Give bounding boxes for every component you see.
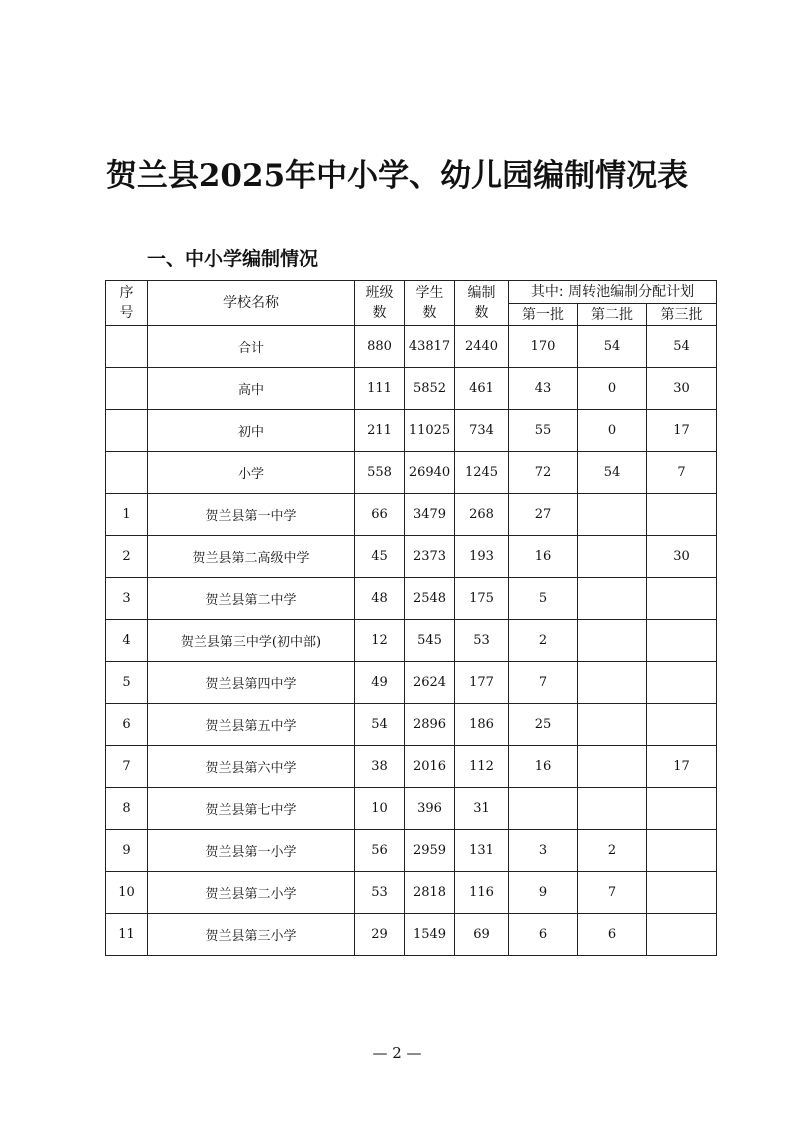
cell-staffing: 734 (455, 410, 509, 452)
cell-classes: 49 (355, 662, 405, 704)
cell-students: 2959 (405, 830, 455, 872)
page-number: — 2 — (372, 1044, 422, 1062)
cell-batch-1: 43 (509, 368, 578, 410)
header-batch-3: 第三批 (647, 304, 717, 326)
cell-school-name: 贺兰县第三小学 (148, 914, 355, 956)
cell-school-name: 合计 (148, 326, 355, 368)
table-row (106, 536, 717, 578)
table-row (106, 914, 717, 956)
cell-batch-1: 9 (509, 872, 578, 914)
cell-students: 2624 (405, 662, 455, 704)
cell-staffing: 186 (455, 704, 509, 746)
table-row (106, 410, 717, 452)
cell-students: 396 (405, 788, 455, 830)
cell-batch-3 (647, 578, 717, 620)
cell-batch-3: 17 (647, 410, 717, 452)
cell-batch-2: 6 (578, 914, 647, 956)
header-batch-2: 第二批 (578, 304, 647, 326)
cell-batch-2 (578, 662, 647, 704)
cell-staffing: 53 (455, 620, 509, 662)
cell-batch-1 (509, 788, 578, 830)
cell-seq (106, 368, 148, 410)
cell-batch-1: 3 (509, 830, 578, 872)
cell-batch-1: 5 (509, 578, 578, 620)
cell-batch-1: 170 (509, 326, 578, 368)
cell-students: 545 (405, 620, 455, 662)
table-row (106, 494, 717, 536)
cell-batch-3 (647, 662, 717, 704)
cell-batch-3 (647, 872, 717, 914)
cell-batch-1: 2 (509, 620, 578, 662)
cell-school-name: 贺兰县第七中学 (148, 788, 355, 830)
cell-staffing: 268 (455, 494, 509, 536)
cell-seq: 3 (106, 578, 148, 620)
cell-school-name: 贺兰县第二中学 (148, 578, 355, 620)
cell-batch-3 (647, 830, 717, 872)
header-classes: 班级数 (355, 281, 405, 326)
cell-students: 2016 (405, 746, 455, 788)
cell-students: 2373 (405, 536, 455, 578)
cell-seq (106, 326, 148, 368)
cell-classes: 66 (355, 494, 405, 536)
cell-staffing: 2440 (455, 326, 509, 368)
cell-batch-2 (578, 536, 647, 578)
table-row (106, 326, 717, 368)
table-row (106, 662, 717, 704)
header-batch-1: 第一批 (509, 304, 578, 326)
cell-classes: 53 (355, 872, 405, 914)
table-row (106, 620, 717, 662)
cell-batch-2: 54 (578, 326, 647, 368)
header-students: 学生数 (405, 281, 455, 326)
cell-batch-3: 30 (647, 368, 717, 410)
cell-school-name: 贺兰县第五中学 (148, 704, 355, 746)
cell-staffing: 1245 (455, 452, 509, 494)
cell-batch-3 (647, 704, 717, 746)
table-row (106, 704, 717, 746)
cell-school-name: 贺兰县第二小学 (148, 872, 355, 914)
cell-seq: 1 (106, 494, 148, 536)
table-row (106, 872, 717, 914)
cell-seq: 11 (106, 914, 148, 956)
cell-batch-3 (647, 914, 717, 956)
cell-seq: 4 (106, 620, 148, 662)
cell-batch-1: 72 (509, 452, 578, 494)
header-school-name: 学校名称 (148, 281, 355, 326)
cell-staffing: 31 (455, 788, 509, 830)
cell-students: 11025 (405, 410, 455, 452)
cell-seq: 6 (106, 704, 148, 746)
table-row (106, 452, 717, 494)
cell-batch-2: 7 (578, 872, 647, 914)
cell-batch-2 (578, 788, 647, 830)
cell-staffing: 193 (455, 536, 509, 578)
cell-batch-1: 55 (509, 410, 578, 452)
cell-students: 2548 (405, 578, 455, 620)
cell-batch-1: 16 (509, 536, 578, 578)
cell-staffing: 69 (455, 914, 509, 956)
cell-batch-1: 16 (509, 746, 578, 788)
cell-batch-3: 17 (647, 746, 717, 788)
cell-batch-3: 54 (647, 326, 717, 368)
cell-classes: 29 (355, 914, 405, 956)
cell-students: 43817 (405, 326, 455, 368)
cell-batch-3: 7 (647, 452, 717, 494)
cell-batch-1: 25 (509, 704, 578, 746)
cell-batch-1: 27 (509, 494, 578, 536)
header-pool-plan: 其中: 周转池编制分配计划 (509, 281, 717, 304)
cell-students: 2896 (405, 704, 455, 746)
cell-batch-3 (647, 494, 717, 536)
cell-batch-3 (647, 620, 717, 662)
table-row (106, 368, 717, 410)
table-row (106, 830, 717, 872)
cell-batch-2 (578, 746, 647, 788)
cell-seq: 2 (106, 536, 148, 578)
table-row (106, 746, 717, 788)
cell-classes: 45 (355, 536, 405, 578)
cell-batch-2: 0 (578, 368, 647, 410)
cell-classes: 12 (355, 620, 405, 662)
document-title: 贺兰县2025年中小学、幼儿园编制情况表 (105, 158, 689, 194)
cell-batch-2 (578, 704, 647, 746)
cell-staffing: 131 (455, 830, 509, 872)
cell-staffing: 461 (455, 368, 509, 410)
header-staffing: 编制数 (455, 281, 509, 326)
cell-students: 3479 (405, 494, 455, 536)
cell-school-name: 高中 (148, 368, 355, 410)
cell-batch-1: 7 (509, 662, 578, 704)
cell-seq (106, 452, 148, 494)
cell-seq: 9 (106, 830, 148, 872)
cell-batch-2: 54 (578, 452, 647, 494)
cell-classes: 111 (355, 368, 405, 410)
cell-school-name: 贺兰县第三中学(初中部) (148, 620, 355, 662)
cell-batch-2: 2 (578, 830, 647, 872)
header-seq: 序号 (106, 281, 148, 326)
cell-classes: 48 (355, 578, 405, 620)
cell-staffing: 175 (455, 578, 509, 620)
cell-seq: 10 (106, 872, 148, 914)
cell-classes: 10 (355, 788, 405, 830)
section-heading: 一、中小学编制情况 (147, 248, 319, 270)
cell-seq: 5 (106, 662, 148, 704)
cell-batch-2: 0 (578, 410, 647, 452)
cell-school-name: 贺兰县第二高级中学 (148, 536, 355, 578)
cell-classes: 56 (355, 830, 405, 872)
table-row (106, 788, 717, 830)
cell-students: 2818 (405, 872, 455, 914)
cell-school-name: 贺兰县第四中学 (148, 662, 355, 704)
cell-school-name: 贺兰县第一小学 (148, 830, 355, 872)
cell-school-name: 贺兰县第一中学 (148, 494, 355, 536)
cell-classes: 558 (355, 452, 405, 494)
cell-batch-2 (578, 620, 647, 662)
staffing-table (105, 280, 717, 956)
cell-batch-3: 30 (647, 536, 717, 578)
cell-seq: 8 (106, 788, 148, 830)
cell-batch-2 (578, 578, 647, 620)
cell-batch-1: 6 (509, 914, 578, 956)
table-body (106, 326, 717, 956)
cell-school-name: 初中 (148, 410, 355, 452)
cell-staffing: 112 (455, 746, 509, 788)
cell-classes: 54 (355, 704, 405, 746)
cell-school-name: 小学 (148, 452, 355, 494)
cell-students: 5852 (405, 368, 455, 410)
cell-staffing: 116 (455, 872, 509, 914)
cell-students: 1549 (405, 914, 455, 956)
cell-classes: 38 (355, 746, 405, 788)
cell-batch-3 (647, 788, 717, 830)
cell-classes: 211 (355, 410, 405, 452)
cell-seq (106, 410, 148, 452)
cell-staffing: 177 (455, 662, 509, 704)
table-row (106, 578, 717, 620)
cell-batch-2 (578, 494, 647, 536)
cell-school-name: 贺兰县第六中学 (148, 746, 355, 788)
cell-students: 26940 (405, 452, 455, 494)
cell-seq: 7 (106, 746, 148, 788)
cell-classes: 880 (355, 326, 405, 368)
